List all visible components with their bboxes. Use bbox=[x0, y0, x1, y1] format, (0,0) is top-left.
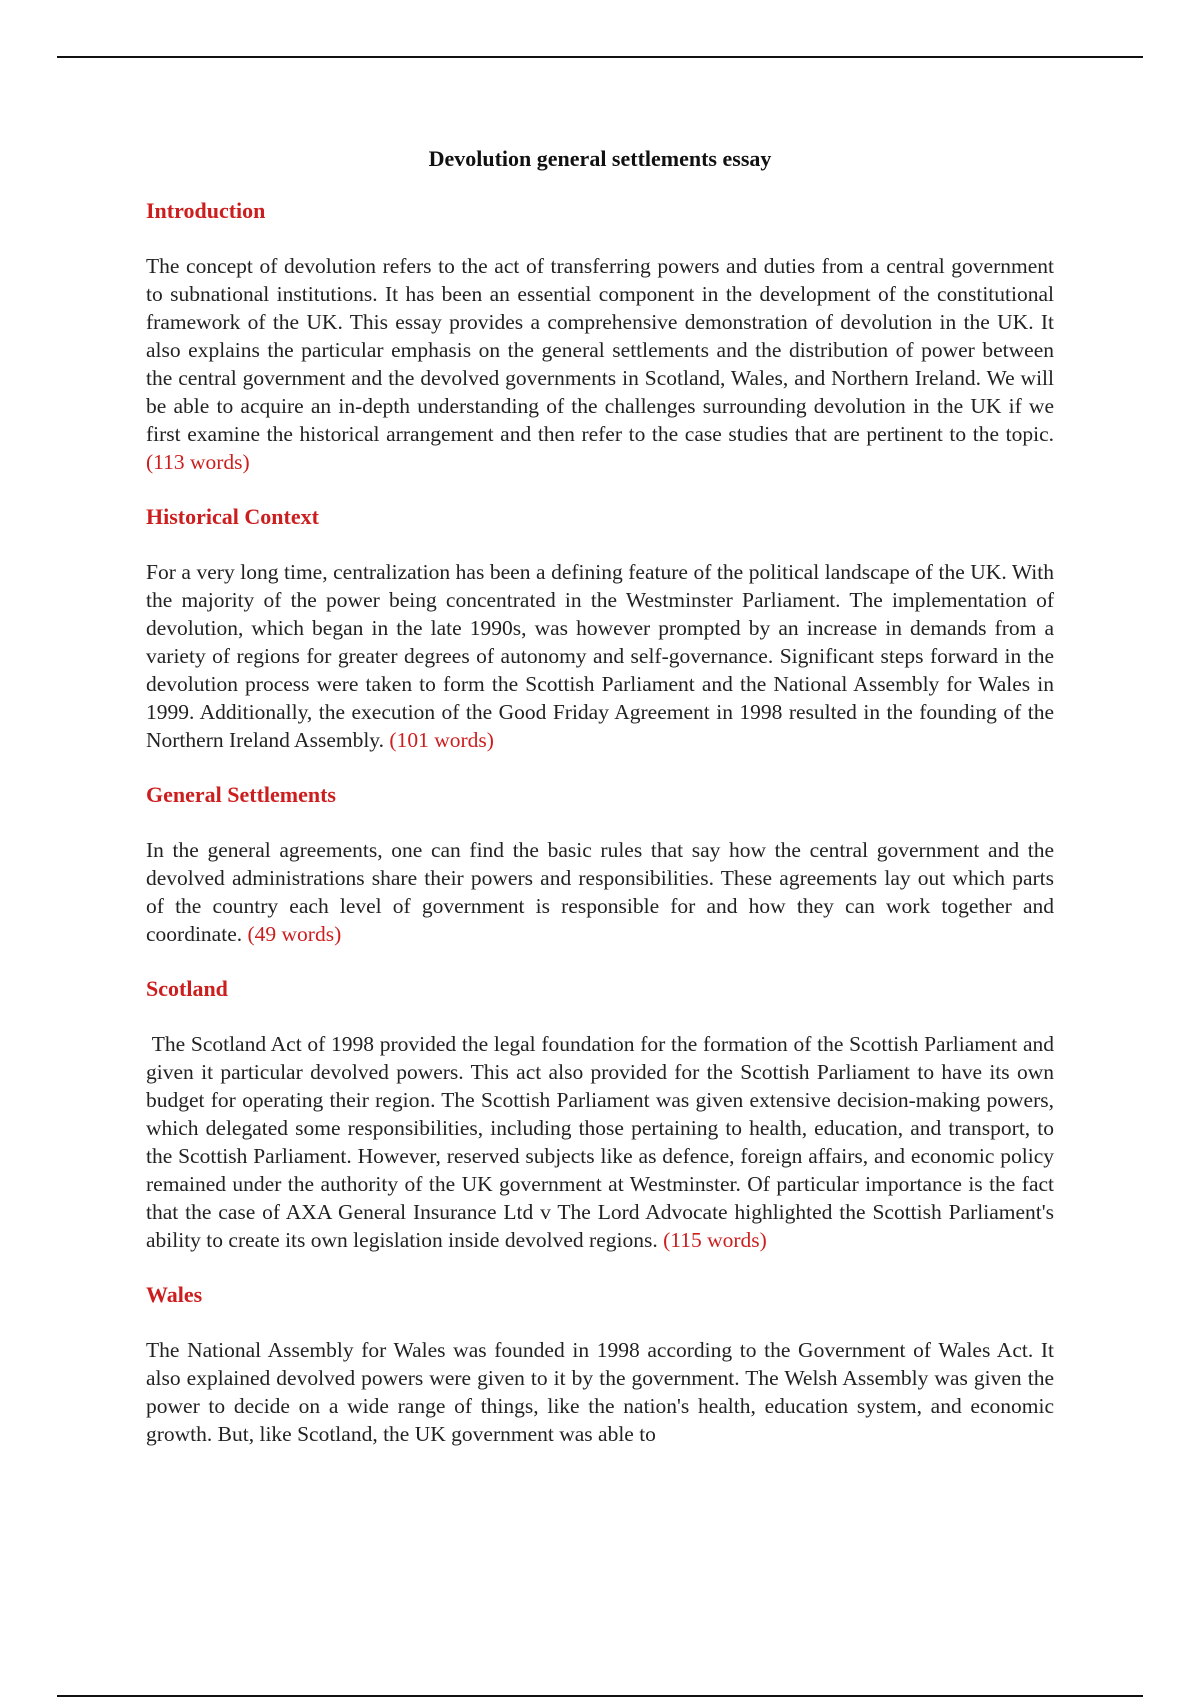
paragraph-text: In the general agreements, one can find the basic rules that say how the central government and the devolved administrations share their powers and responsibilities. These agreements lay out which parts of the country each level of government is responsible for and how they can work together and coordinate. bbox=[146, 838, 1054, 946]
document-body bbox=[146, 144, 1060, 1474]
paragraph-text: The Scotland Act of 1998 provided the legal foundation for the formation of the Scottish Parliament and given it particular devolved powers. This act also provided for the Scottish Parliament to have its own budget for operating their region. The Scottish Parliament was given extensive decision-making powers, which delegated some responsibilities, including those pertaining to health, education, and transport, to the Scottish Parliament. However, reserved subjects like as defence, foreign affairs, and economic policy remained under the authority of the UK government at Westminster. Of particular importance is the fact that the case of AXA General Insurance Ltd v The Lord Advocate highlighted the Scottish Parliament's ability to create its own legislation inside devolved regions. bbox=[146, 1032, 1060, 1252]
paragraph-general-settlements bbox=[146, 836, 1054, 948]
heading-general-settlements: General Settlements bbox=[146, 782, 336, 807]
paragraph-scotland bbox=[146, 1030, 1060, 1254]
paragraph-text: For a very long time, centralization has been a defining feature of the political landscape of the UK. With the majority of the power being concentrated in the Westminster Parliament. The implementation of devolution, which began in the late 1990s, was however prompted by an increase in demands from a variety of regions for greater degrees of autonomy and self-governance. Significant steps forward in the devolution process were taken to form the Scottish Parliament and the National Assembly for Wales in 1999. Additionally, the execution of the Good Friday Agreement in 1998 resulted in the founding of the Northern Ireland Assembly. bbox=[146, 560, 1054, 752]
paragraph-introduction bbox=[146, 252, 1054, 476]
word-count: (113 words) bbox=[146, 450, 250, 474]
heading-introduction: Introduction bbox=[146, 198, 266, 223]
bottom-rule bbox=[57, 1695, 1143, 1697]
heading-wales: Wales bbox=[146, 1282, 203, 1307]
word-count: (101 words) bbox=[389, 728, 494, 752]
heading-historical-context: Historical Context bbox=[146, 504, 319, 529]
heading-scotland: Scotland bbox=[146, 976, 228, 1001]
paragraph-text: The National Assembly for Wales was founded in 1998 according to the Government of Wales Act. It also explained devolved powers were given to it by the government. The Welsh Assembly was given the power to decide on a wide range of things, like the nation's health, education system, and economic growth. But, like Scotland, the UK government was able to bbox=[146, 1338, 1054, 1446]
word-count: (115 words) bbox=[663, 1228, 767, 1252]
document-title: Devolution general settlements essay bbox=[428, 146, 772, 171]
paragraph-wales bbox=[146, 1336, 1054, 1448]
paragraph-text: The concept of devolution refers to the act of transferring powers and duties from a central government to subnational institutions. It has been an essential component in the development of the constitutional framework of the UK. This essay provides a comprehensive demonstration of devolution in the UK. It also explains the particular emphasis on the general settlements and the distribution of power between the central government and the devolved governments in Scotland, Wales, and Northern Ireland. We will be able to acquire an in-depth understanding of the challenges surrounding devolution in the UK if we first examine the historical arrangement and then refer to the case studies that are pertinent to the topic. bbox=[146, 254, 1054, 446]
word-count: (49 words) bbox=[247, 922, 342, 946]
top-rule bbox=[57, 56, 1143, 58]
paragraph-historical-context bbox=[146, 558, 1054, 754]
